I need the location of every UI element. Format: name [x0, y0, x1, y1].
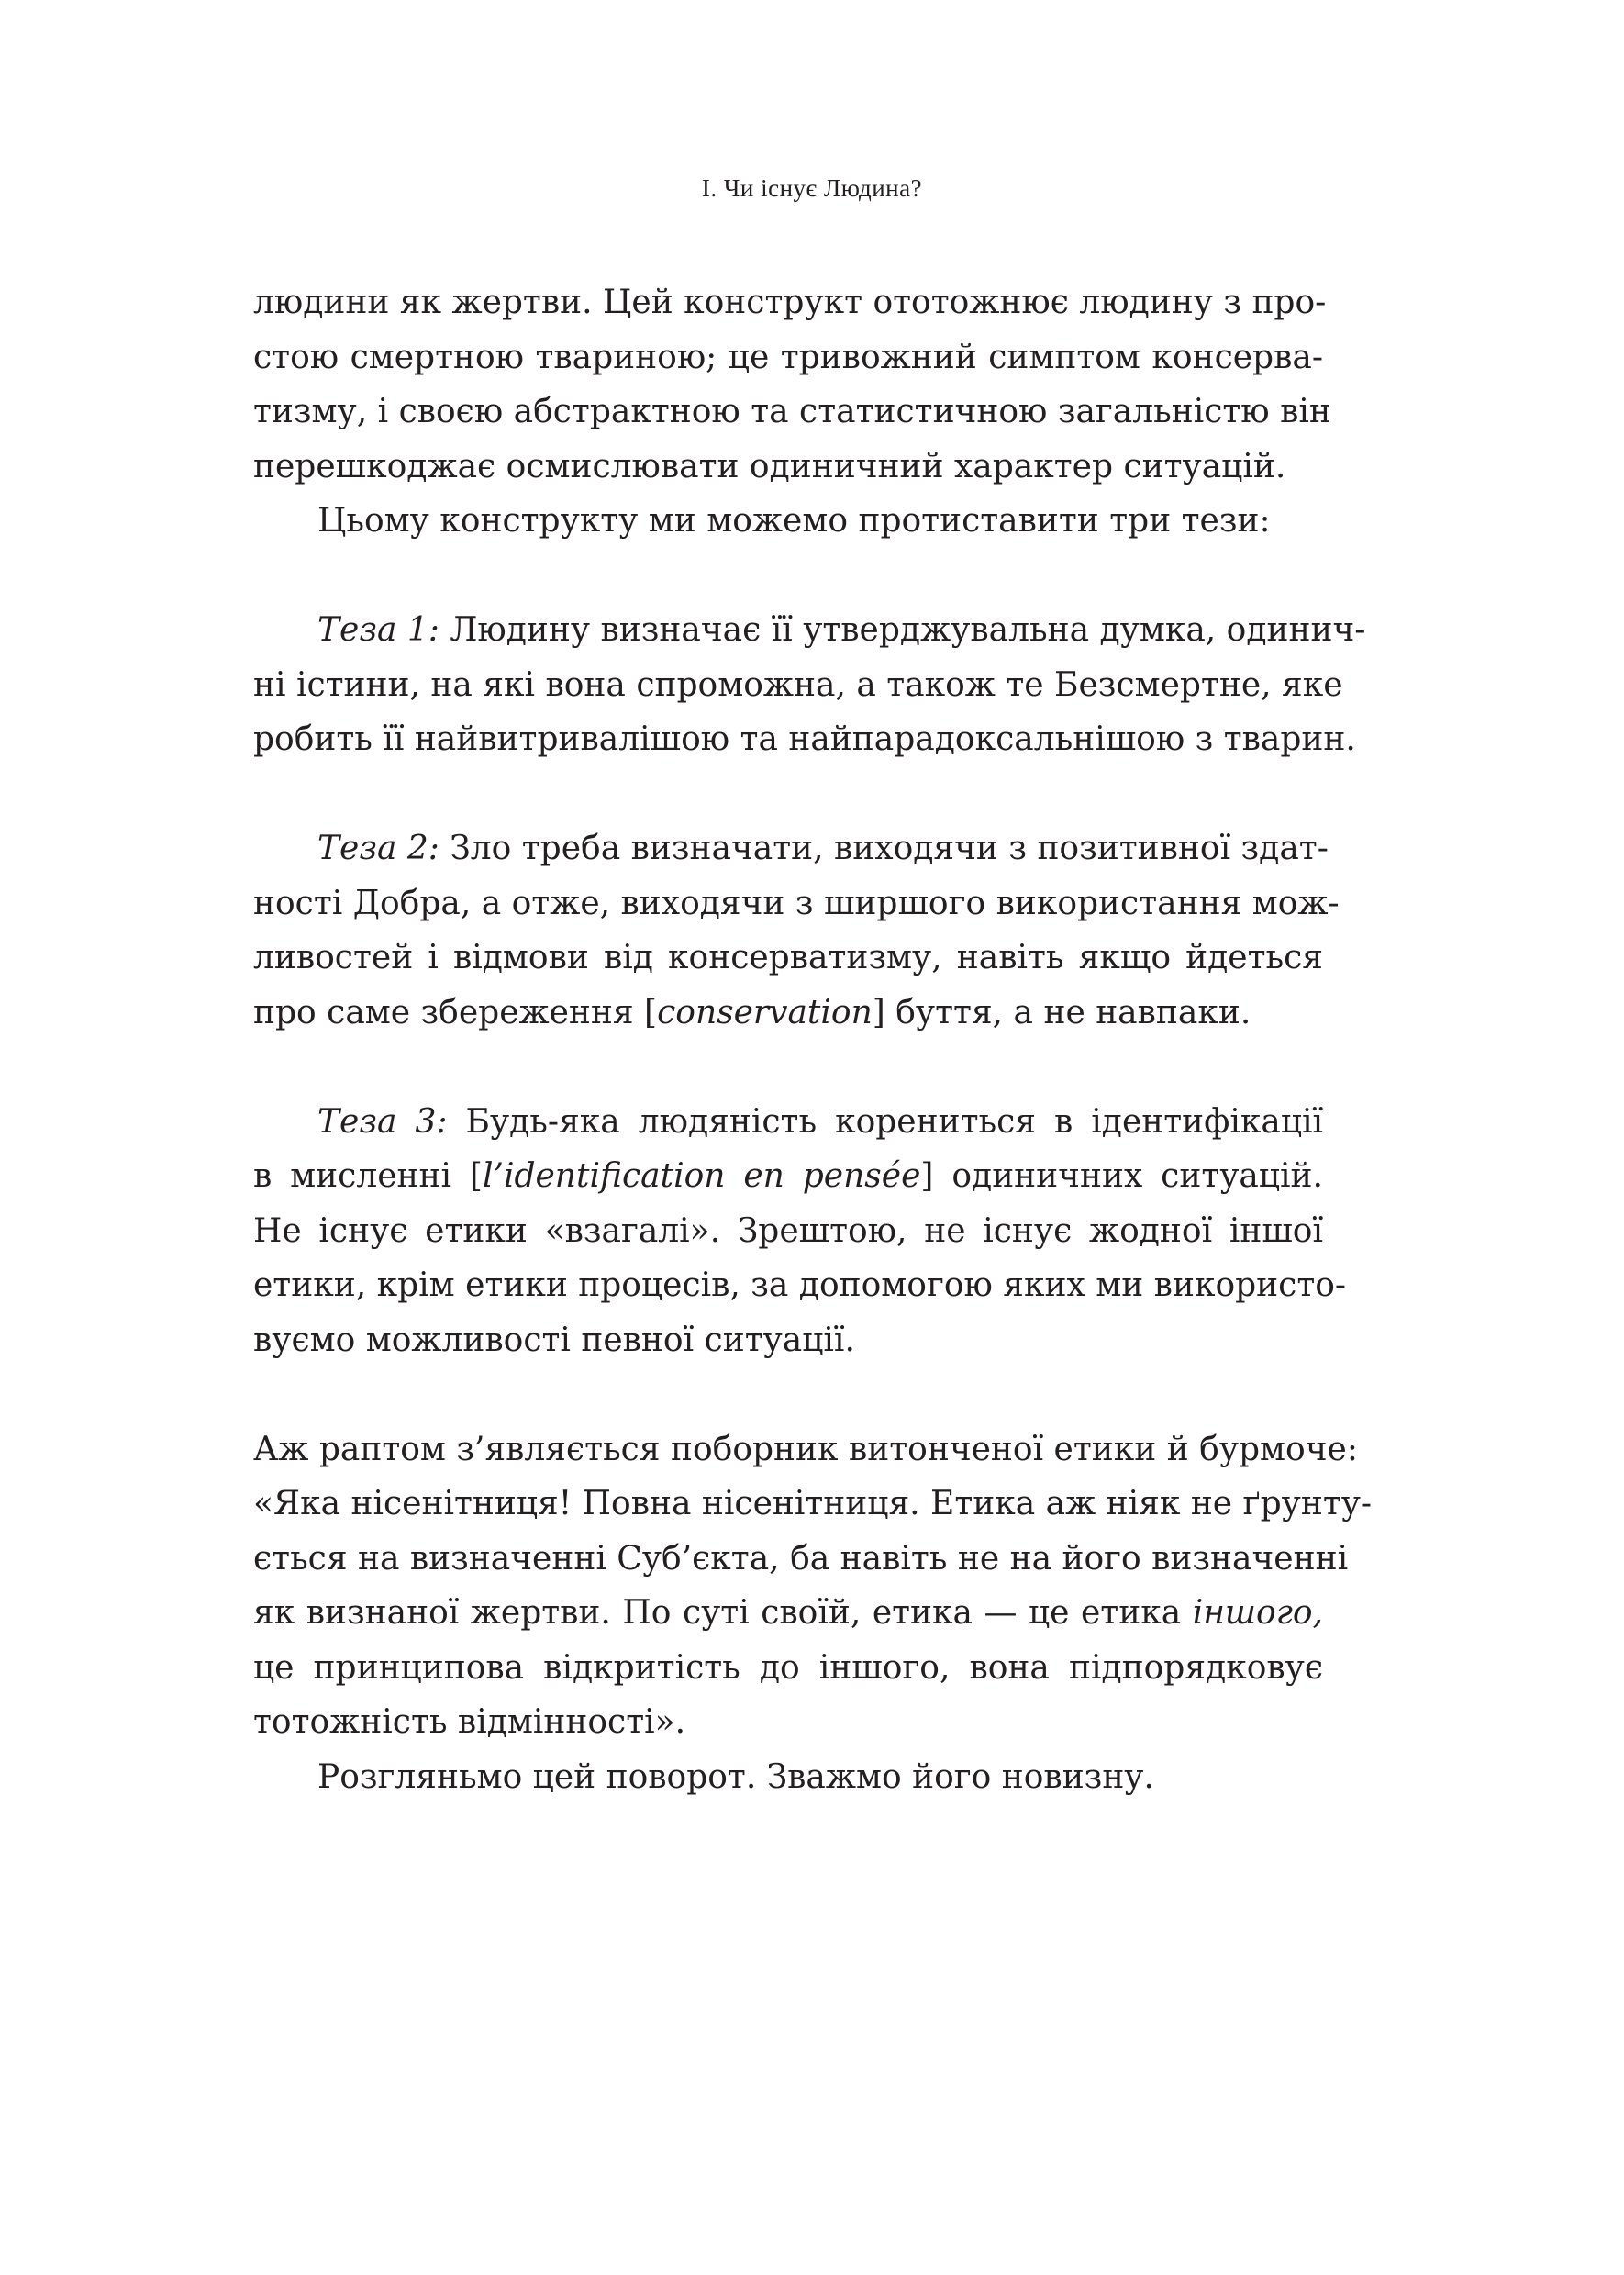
french-term: conservation [657, 993, 873, 1032]
paragraph-gap [253, 1040, 1323, 1095]
text-line: в мисленні [l’identification en pensée] одиничних ситуацій. [253, 1157, 1323, 1195]
text-line: «Яка нісенітниця! Повна нісенітниця. Етика аж ніяк не ґрунту- [253, 1485, 1373, 1522]
french-term: l’identification en pensée [482, 1157, 921, 1195]
text-line: ється на визначенні Суб’єкта, ба навіть не на його визначенні [253, 1539, 1349, 1578]
thesis-2 [253, 821, 1340, 1040]
text-line: Не існує етики «взагалі». Зрештою, не існує жодної іншої [253, 1211, 1323, 1250]
text-line: стою смертною твариною; це тривожний симптом консерва- [253, 338, 1323, 376]
text-line: Теза 1: Людину визначає її утверджувальна думка, одинич- [317, 611, 1366, 649]
text-line: Розгляньмо цей поворот. Зважмо його новизну. [317, 1757, 1154, 1796]
text-line: про саме збереження [conservation] буття, а не навпаки. [253, 993, 1251, 1032]
text-line: Теза 2: Зло треба визначати, виходячи з позитивної здат- [317, 830, 1329, 867]
paragraph-intro-theses [253, 494, 1323, 549]
thesis-3 [253, 1095, 1347, 1368]
thesis-label: Теза 2: [317, 830, 439, 867]
paragraph-continuation [253, 275, 1331, 494]
text-line: ливостей і відмови від консерватизму, навіть якщо йдеться [253, 939, 1323, 976]
body-text [253, 275, 1373, 1804]
paragraph-conclusion [253, 1750, 1323, 1805]
text-line: перешкоджає осмислювати одиничний характер ситуацій. [253, 447, 1286, 485]
text-line: робить її найвитривалішою та найпарадоксальнішою з тварин. [253, 720, 1356, 758]
thesis-label: Теза 1: [317, 611, 439, 649]
text-line: тотожність відмінності». [253, 1703, 686, 1741]
paragraph-gap [253, 549, 1323, 604]
text-line: вуємо можливості певної ситуації. [253, 1321, 855, 1359]
thesis-1 [253, 603, 1366, 767]
paragraph-gap [253, 1367, 1323, 1422]
text-line: Теза 3: Будь-яка людяність корениться в ідентифікації [317, 1102, 1324, 1141]
text-line: тизму, і своєю абстрактною та статистичною загальністю він [253, 393, 1331, 430]
text-line: людини як жертви. Цей конструкт ототожнює людину з про- [253, 284, 1327, 321]
paragraph-gap [253, 767, 1323, 822]
thesis-label: Теза 3: [317, 1102, 448, 1141]
text-line: як визнаної жертви. По суті своїй, етика — це етика іншого, [253, 1594, 1323, 1632]
text-line: етики, крім етики процесів, за допомогою яких ми використо- [253, 1266, 1347, 1304]
emphasis: іншого, [1192, 1594, 1323, 1632]
text-line: Цьому конструкту ми можемо протиставити три тези: [317, 502, 1271, 540]
text-line: це принципова відкритість до іншого, вона підпорядковує [253, 1648, 1323, 1687]
text-line: Аж раптом з’являється поборник витонченої етики й бурмоче: [253, 1430, 1358, 1468]
text-line: ності Добра, а отже, виходячи з ширшого використання мож- [253, 884, 1340, 922]
running-head: I. Чи існує Людина? [701, 174, 923, 202]
paragraph-objection [253, 1422, 1373, 1750]
text-line: ні істини, на які вона спроможна, а також те Безсмертне, яке [253, 665, 1343, 704]
